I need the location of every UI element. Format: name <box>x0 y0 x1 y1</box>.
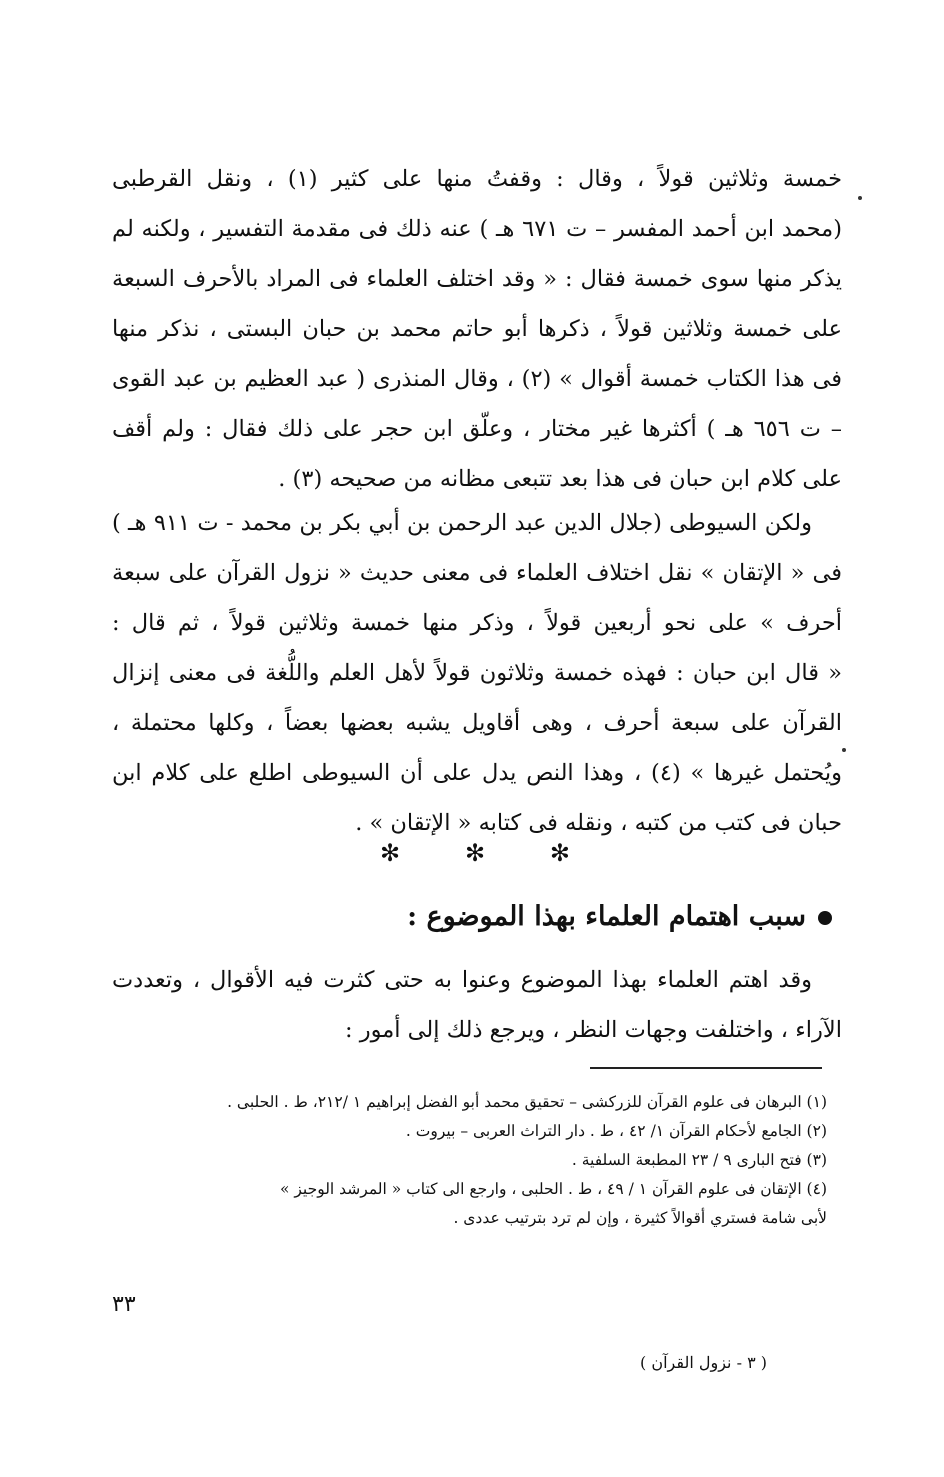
footnote: (٢) الجامع لأحكام القرآن ١/ ٤٢ ، ط . دار التراث العربى – بيروت . <box>405 1122 827 1140</box>
text-line: ولكن السيوطى (جلال الدين عبد الرحمن بن أبي بكر بن محمد - ت ٩١١ هـ ) <box>112 510 812 536</box>
text-line: أحرف » على نحو أربعين قولاً ، وذكر منها خمسة وثلاثين قولاً ، ثم قال : <box>112 610 842 636</box>
paragraph-2 <box>112 498 842 848</box>
text-line: القرآن على سبعة أحرف ، وهى أقاويل يشبه بعضها بعضاً ، وكلها محتملة ، <box>112 710 842 736</box>
text-line: يذكر منها سوى خمسة فقال : « وقد اختلف العلماء فى المراد بالأحرف السبعة <box>112 266 842 292</box>
page-number: ٣٣ <box>112 1292 136 1317</box>
footnotes <box>112 1088 827 1233</box>
text-line: « قال ابن حبان : فهذه خمسة وثلاثون قولاً لأهل العلم واللُّغة فى معنى إنزال <box>112 660 842 686</box>
signature-mark: ( ٣ - نزول القرآن ) <box>640 1353 767 1372</box>
footnote-divider <box>590 1067 822 1069</box>
section-heading <box>407 895 832 939</box>
text-line: الآراء ، واختلفت وجهات النظر ، ويرجع ذلك إلى أمور : <box>344 1017 842 1043</box>
footnote: (١) البرهان فى علوم القرآن للزركشى – تحقيق محمد أبو الفضل إبراهيم ١ /٢١٢، ط . الحلبى . <box>227 1093 827 1111</box>
text-line: وقد اهتم العلماء بهذا الموضوع وعنوا به حتى كثرت فيه الأقوال ، وتعددت <box>112 967 812 993</box>
text-line: على خمسة وثلاثين قولاً ، ذكرها أبو حاتم محمد بن حبان البستى ، نذكر منها <box>112 316 842 342</box>
section-separator <box>380 838 570 868</box>
text-line: خمسة وثلاثين قولاً ، وقال : وقفتُ منها على كثير (١) ، ونقل القرطبى <box>112 166 842 192</box>
text-line: (محمد ابن أحمد المفسر – ت ٦٧١ هـ ) عنه ذلك فى مقدمة التفسير ، ولكنه لم <box>112 216 842 242</box>
asterisk-ornament: ✻ <box>464 839 486 867</box>
margin-mark <box>842 748 846 752</box>
asterisk-ornament: ✻ <box>380 839 401 867</box>
margin-mark <box>858 196 862 200</box>
text-line: ويُحتمل غيرها » (٤) ، وهذا النص يدل على أن السيوطى اطلع على كلام ابن <box>112 760 842 786</box>
text-line: فى « الإتقان » نقل اختلاف العلماء فى معنى حديث « نزول القرآن على سبعة <box>112 560 842 586</box>
heading-text: سبب اهتمام العلماء بهذا الموضوع : <box>407 901 806 932</box>
text-line: على كلام ابن حبان فى هذا بعد تتبعى مظانه من صحيحه (٣) . <box>278 466 842 492</box>
bullet-icon <box>818 911 832 925</box>
asterisk-ornament: ✻ <box>549 839 570 867</box>
paragraph-3 <box>112 955 842 1055</box>
footnote: (٤) الإتقان فى علوم القرآن ١ / ٤٩ ، ط . الحلبى ، وارجع الى كتاب « المرشد الوجيز » <box>279 1180 827 1198</box>
text-line: فى هذا الكتاب خمسة أقوال » (٢) ، وقال المنذرى ( عبد العظيم بن عبد القوى <box>112 366 842 392</box>
paragraph-1 <box>112 154 842 504</box>
text-line: – ت ٦٥٦ هـ ) أكثرها غير مختار ، وعلّق ابن حجر على ذلك فقال : ولم أقف <box>112 416 842 442</box>
footnote: (٣) فتح البارى ٩ / ٢٣ المطبعة السلفية . <box>571 1151 827 1169</box>
text-line: حبان فى كتب من كتبه ، ونقله فى كتابه « الإتقان » . <box>355 810 842 836</box>
footnote-continuation: لأبى شامة فستري أقوالاً كثيرة ، وإن لم ترد بترتيب عددى . <box>453 1209 827 1227</box>
